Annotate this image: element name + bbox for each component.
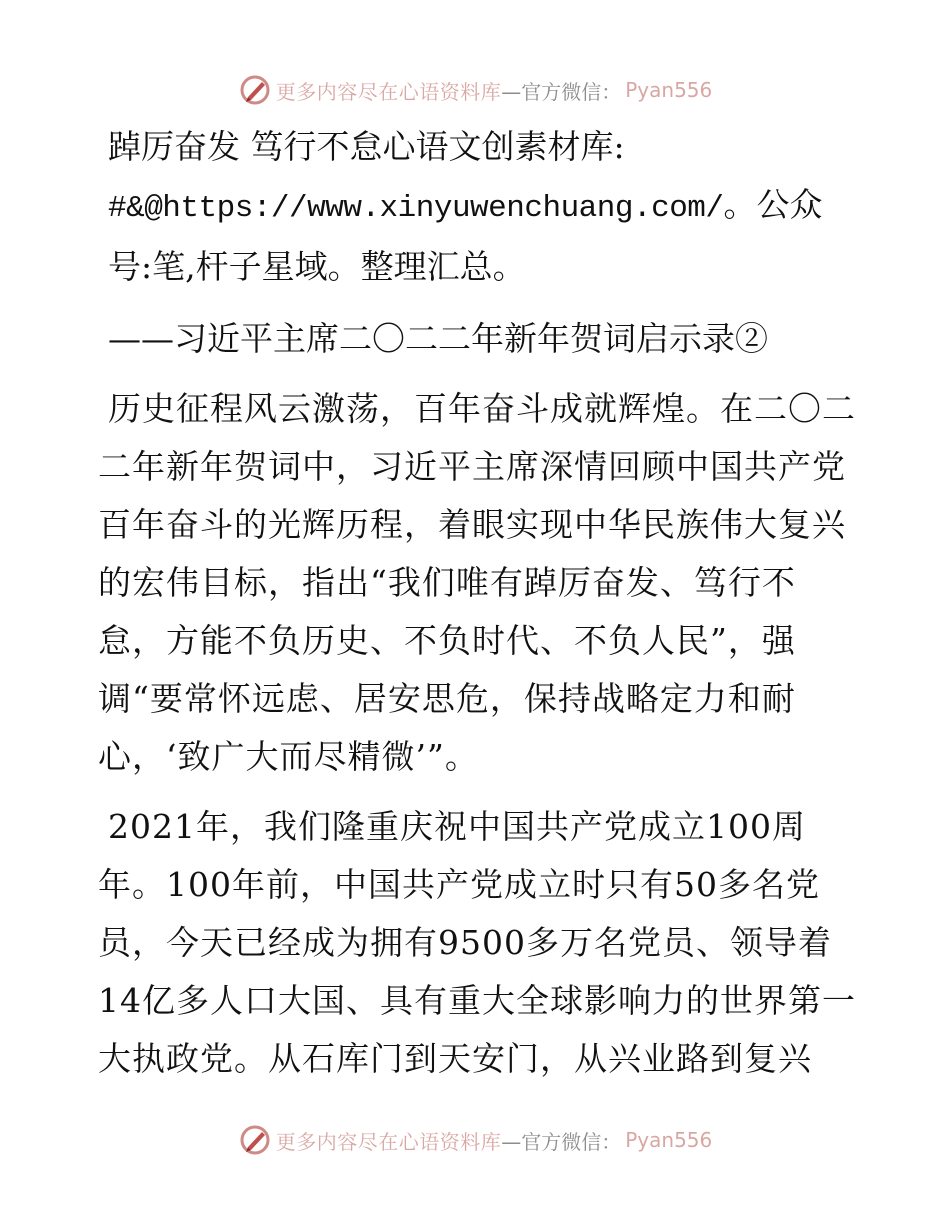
banner-wechat-label: —官方微信： <box>501 1129 622 1154</box>
banner-wechat-id: Pyan556 <box>625 78 713 102</box>
document-body <box>98 118 858 1100</box>
banner-site-text: 更多内容尽在心语资料库 <box>275 79 502 104</box>
footer-watermark-banner <box>0 1120 950 1160</box>
paragraph-2: 2021年，我们隆重庆祝中国共产党成立100周年。100年前，中国共产党成立时只有50多名党员，今天已经成为拥有9500多万名党员、领导着14亿多人口大国、具有重大全球影响力的世界第一大执政党。从石库门到天安门，从兴业路到复兴 <box>98 807 856 1078</box>
banner-wechat-label: —官方微信： <box>501 79 622 104</box>
paragraph-1: 历史征程风云激荡，百年奋斗成就辉煌。在二〇二二年新年贺词中，习近平主席深情回顾中国共产党百年奋斗的光辉历程，着眼实现中华民族伟大复兴的宏伟目标，指出“我们唯有踔厉奋发、笃行不怠，方能不负历史、不负时代、不负人民”，强调“要常怀远虑、居安思危，保持战略定力和耐心，‘致广大而尽精微’”。 <box>98 389 856 776</box>
pen-logo-icon <box>238 73 272 107</box>
title-url: #&@https://www.xinyuwenchuang.com/ <box>108 191 724 226</box>
pen-logo-icon <box>238 1123 272 1157</box>
header-watermark-banner <box>0 70 950 110</box>
banner-wechat-id: Pyan556 <box>625 1128 713 1152</box>
document-subtitle: ——习近平主席二〇二二年新年贺词启示录② <box>108 319 768 358</box>
title-suffix: 。公众号:笔,杆子星域。整理汇总。 <box>108 185 823 286</box>
title-prefix: 踔厉奋发 笃行不怠心语文创素材库: <box>108 127 625 166</box>
banner-site-text: 更多内容尽在心语资料库 <box>275 1129 502 1154</box>
document-title <box>98 118 858 296</box>
